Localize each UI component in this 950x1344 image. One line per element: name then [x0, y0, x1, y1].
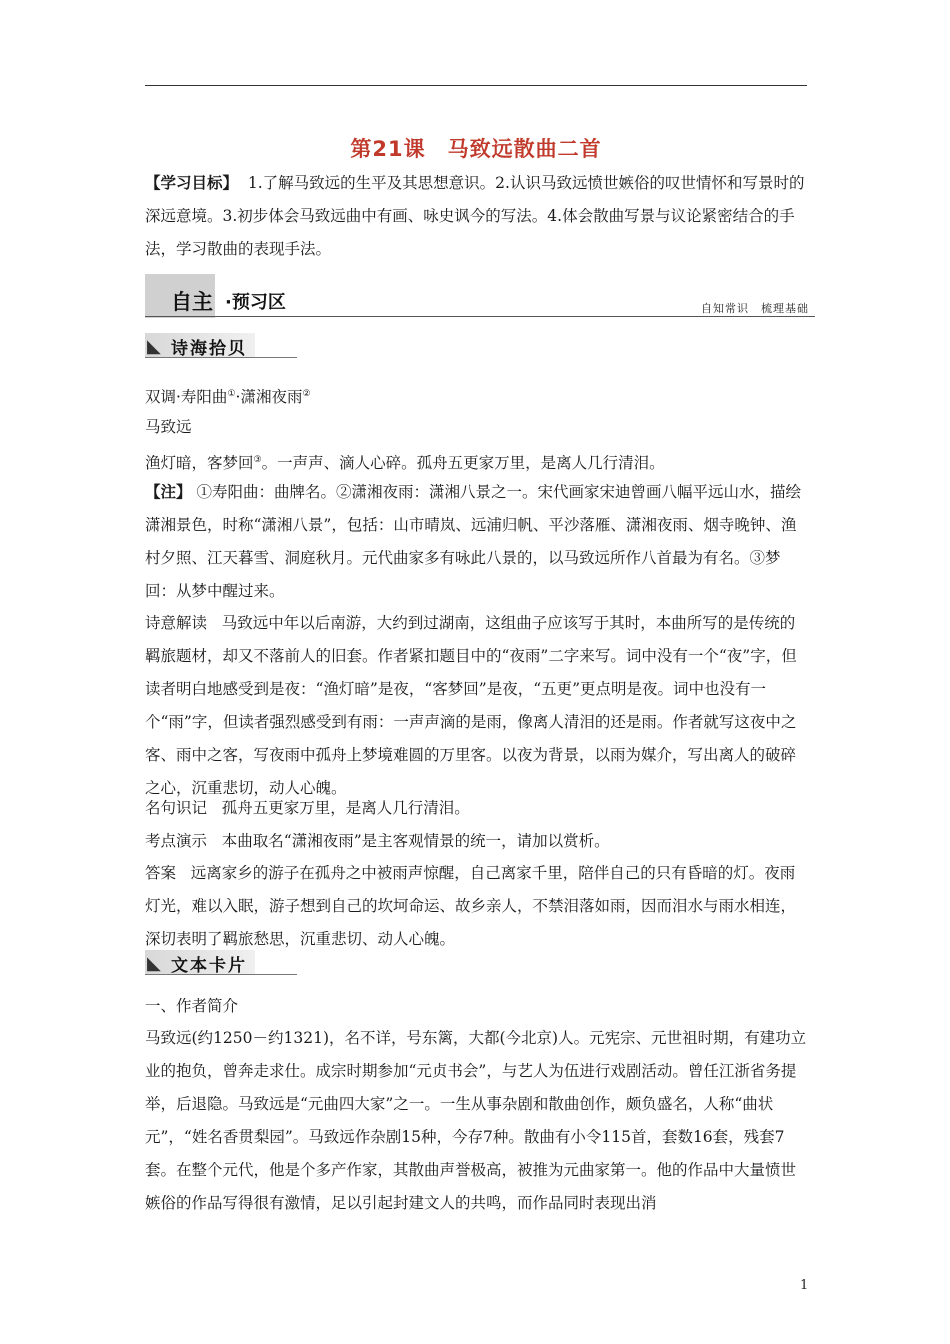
section-banner [145, 274, 815, 318]
poem-title: 双调·寿阳曲①·潇湘夜雨② [145, 388, 311, 406]
subhead-poem [145, 333, 297, 359]
banner-title-main: 自主 [171, 290, 213, 314]
subhead-card-label: 文本卡片 [171, 956, 247, 976]
learning-goals [145, 166, 807, 266]
slash-icon: ◣ [147, 336, 161, 357]
page-number: 1 [800, 1278, 809, 1293]
reading-label: 诗意解读 [145, 614, 208, 632]
poem-notes [145, 476, 807, 608]
author-intro-heading: 一、作者简介 [145, 997, 239, 1015]
banner-title-sub: ·预习区 [225, 292, 286, 313]
poem-reading [145, 607, 807, 805]
lesson-title: 第21课 马致远散曲二首 [350, 137, 602, 161]
notes-label: 【注】 [145, 483, 192, 501]
subhead-poem-label: 诗海拾贝 [171, 339, 247, 359]
poem-text: 渔灯暗，客梦回③。一声声、滴人心碎。孤舟五更家万里，是离人几行清泪。 [145, 454, 665, 472]
author-intro-text: 马致远(约1250－约1321)，名不详，号东篱，大都(今北京)人。元宪宗、元世祖时期，有建功立业的抱负，曾奔走求仕。成宗时期参加“元贞书会”，与艺人为伍进行戏剧活动。曾任江浙省务提举，后退隐。马致远是“元曲四大家”之一。一生从事杂剧和散曲创作，颇负盛名，人称“曲状元”，“姓名香贯梨园”。马致远作杂剧15种，今存7种。散曲有小令115首，套数16套，残套7套。在整个元代，他是个多产作家，其散曲声誉极高，被推为元曲家第一。他的作品中大量愤世嫉俗的作品写得很有激情，足以引起封建文人的共鸣，而作品同时表现出消 [145, 1029, 807, 1212]
goals-text: 1.了解马致远的生平及其思想意识。2.认识马致远愤世嫉俗的叹世情怀和写景时的深远意境。3.初步体会马致远曲中有画、咏史讽今的写法。4.体会散曲写景与议论紧密结合的手法，学习散曲的表现手法。 [145, 174, 805, 258]
goals-label: 【学习目标】 [145, 173, 239, 192]
answer: 答案 远离家乡的游子在孤舟之中被雨声惊醒，自己离家千里，陪伴自己的只有昏暗的灯。夜雨灯光，难以入眠，游子想到自己的坎坷命运、故乡亲人，不禁泪落如雨，因而泪水与雨水相连，深切表明了羁旅愁思，沉重悲切、动人心魄。 [145, 864, 797, 948]
poem-author: 马致远 [145, 418, 192, 436]
banner-rule [145, 316, 815, 317]
notes-text: ①寿阳曲：曲牌名。②潇湘夜雨：潇湘八景之一。宋代画家宋迪曾画八幅平远山水，描绘潇湘景色，时称“潇湘八景”，包括：山市晴岚、远浦归帆、平沙落雁、潇湘夜雨、烟寺晚钟、渔村夕照、江天暮雪、洞庭秋月。元代曲家多有咏此八景的，以马致远所作八首最为有名。③梦回：从梦中醒过来。 [145, 483, 801, 600]
banner-right-text: 自知常识 梳理基础 [701, 302, 809, 315]
subhead-card [145, 950, 297, 976]
exam-point: 考点演示 本曲取名“潇湘夜雨”是主客观情景的统一，请加以赏析。 [145, 832, 610, 850]
slash-icon: ◣ [147, 953, 161, 974]
famous-line: 名句识记 孤舟五更家万里，是离人几行清泪。 [145, 799, 470, 817]
header-rule [145, 85, 807, 86]
reading-text: 马致远中年以后南游，大约到过湖南，这组曲子应该写于其时，本曲所写的是传统的羁旅题材，却又不落前人的旧套。作者紧扣题目中的“夜雨”二字来写。词中没有一个“夜”字，但读者明白地感受到是夜：“渔灯暗”是夜，“客梦回”是夜，“五更”更点明是夜。词中也没有一个“雨”字，但读者强烈感受到有雨：一声声滴的是雨，像离人清泪的还是雨。作者就写这夜中之客、雨中之客，写夜雨中孤舟上梦境难圆的万里客。以夜为背景，以雨为媒介，写出离人的破碎之心，沉重悲切，动人心魄。 [145, 614, 797, 797]
